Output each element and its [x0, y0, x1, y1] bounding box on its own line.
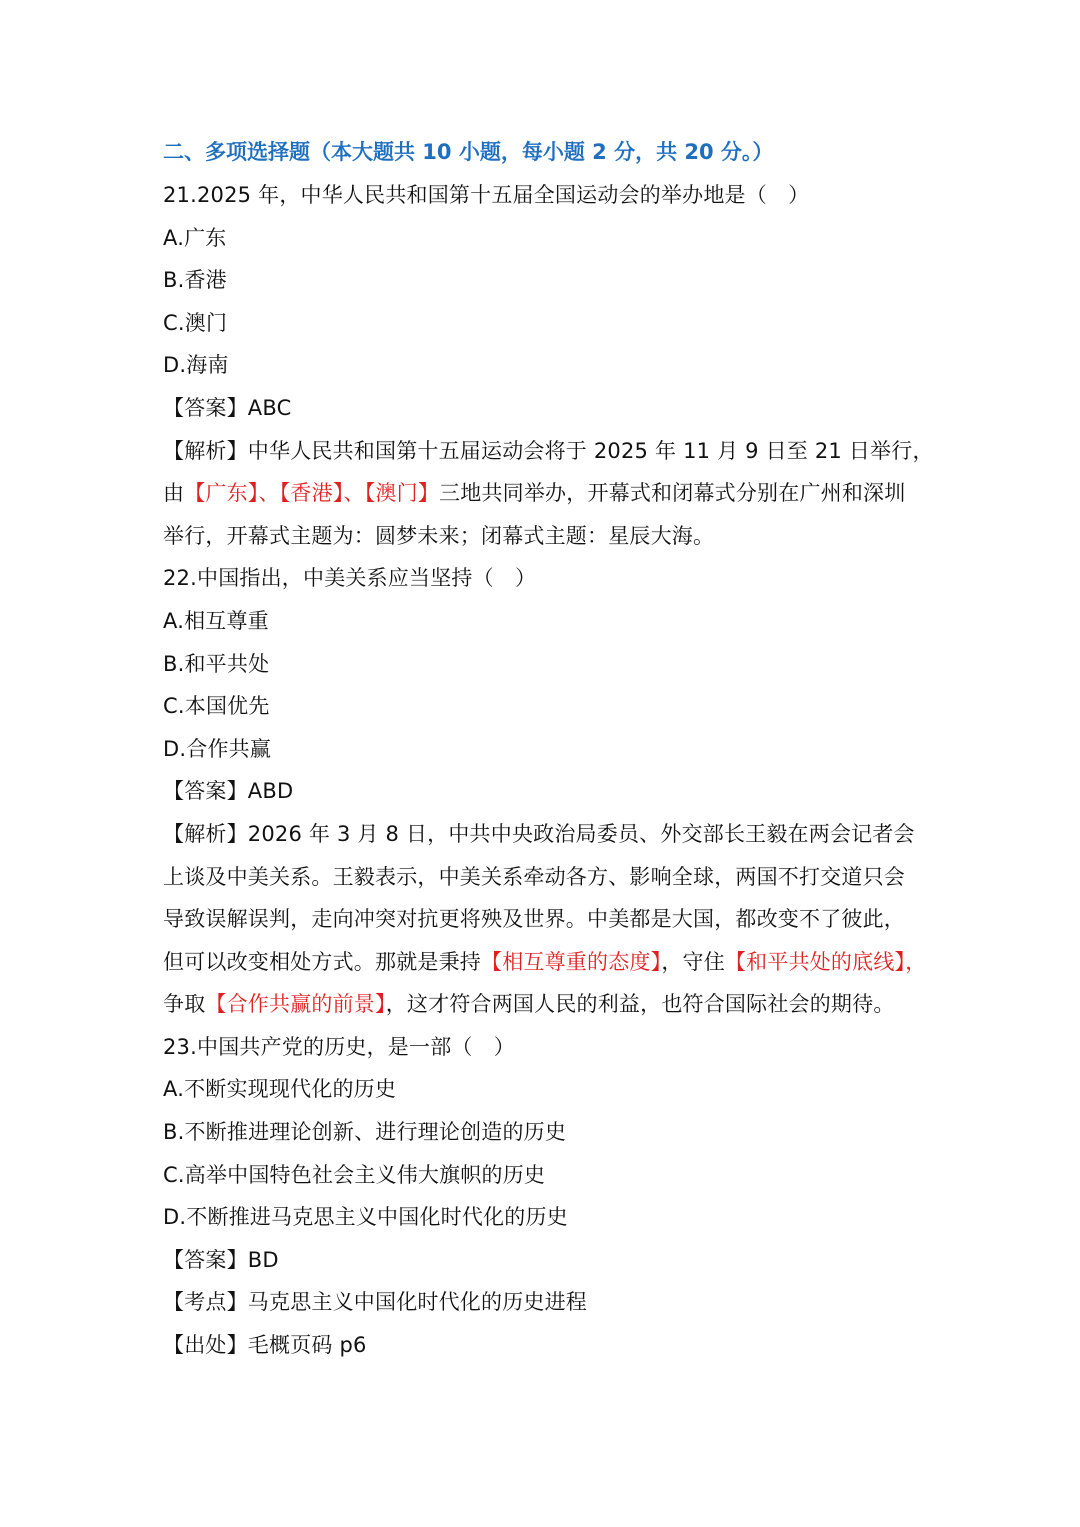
highlight-hongkong: 【香港】: [279, 481, 344, 506]
question-22-analysis-line-3: 导致误解误判，走向冲突对抗更将殃及世界。中美都是大国，都改变不了彼此，: [163, 907, 905, 932]
separator: 、: [343, 481, 365, 506]
question-22-option-a: A.相互尊重: [163, 608, 269, 633]
question-22-option-b: B.和平共处: [163, 651, 270, 676]
question-21-stem: 21.2025 年，中华人民共和国第十五届全国运动会的举办地是（ ）: [163, 183, 810, 207]
highlight-peaceful-coexistence: 【和平共处的底线】: [724, 949, 906, 974]
question-22-analysis-line-2: 上谈及中美关系。王毅表示，中美关系牵动各方、影响全球，两国不打交道只会: [163, 864, 905, 889]
question-21-option-c: C.澳门: [163, 310, 228, 335]
question-23-kaodian: 【考点】马克思主义中国化时代化的历史进程: [163, 1290, 587, 1315]
question-21-analysis-line-3: 举行，开幕式主题为：圆梦未来；闭幕式主题：星辰大海。: [163, 523, 715, 548]
question-23-option-a: A.不断实现现代化的历史: [163, 1077, 397, 1102]
analysis-text: 但可以改变相处方式。那就是秉持: [163, 949, 481, 974]
question-21-option-d: D.海南: [163, 353, 229, 378]
question-23-chuchu: 【出处】毛概页码 p6: [163, 1333, 367, 1358]
analysis-text: ，这才符合两国人民的利益，也符合国际社会的期待。: [385, 992, 895, 1017]
separator: 、: [258, 481, 280, 506]
section-title: 二、多项选择题（本大题共 10 小题，每小题 2 分，共 20 分。）: [163, 140, 774, 164]
question-21-option-a: A.广东: [163, 225, 227, 250]
question-23-option-d: D.不断推进马克思主义中国化时代化的历史: [163, 1205, 568, 1230]
question-22-option-d: D.合作共赢: [163, 736, 272, 761]
document-page: [163, 130, 934, 1367]
question-23-option-b: B.不断推进理论创新、进行理论创造的历史: [163, 1120, 567, 1145]
question-22-stem: 22.中国指出，中美关系应当坚持（ ）: [163, 566, 537, 591]
question-21-answer: 【答案】ABC: [163, 395, 292, 420]
highlight-mutual-respect: 【相互尊重的态度】: [481, 949, 662, 974]
analysis-text: ，守住: [661, 949, 725, 974]
question-22-answer: 【答案】ABD: [163, 779, 294, 804]
highlight-macau: 【澳门】: [364, 481, 440, 506]
analysis-text: 由: [163, 481, 185, 506]
question-23-stem: 23.中国共产党的历史，是一部（ ）: [163, 1034, 515, 1059]
highlight-win-win: 【合作共赢的前景】: [205, 992, 386, 1017]
question-21-analysis-line-2: [163, 472, 923, 515]
question-21-option-b: B.香港: [163, 268, 227, 293]
analysis-text: 争取: [163, 992, 206, 1017]
question-21-analysis-line-1: 【解析】中华人民共和国第十五届运动会将于 2025 年 11 月 9 日至 21 日举行，: [163, 438, 934, 463]
question-22-analysis-line-4: [163, 941, 927, 984]
question-22-analysis-line-5: [163, 983, 923, 1026]
question-23-answer: 【答案】BD: [163, 1247, 279, 1272]
question-23-option-c: C.高举中国特色社会主义伟大旗帜的历史: [163, 1162, 546, 1187]
highlight-guangdong: 【广东】: [184, 481, 259, 506]
question-22-option-c: C.本国优先: [163, 694, 270, 719]
analysis-text: 三地共同举办，开幕式和闭幕式分别在广州和深圳: [439, 481, 906, 506]
question-22-analysis-line-1: 【解析】2026 年 3 月 8 日，中共中央政治局委员、外交部长王毅在两会记者会: [163, 821, 915, 846]
analysis-text: ，: [905, 949, 927, 974]
